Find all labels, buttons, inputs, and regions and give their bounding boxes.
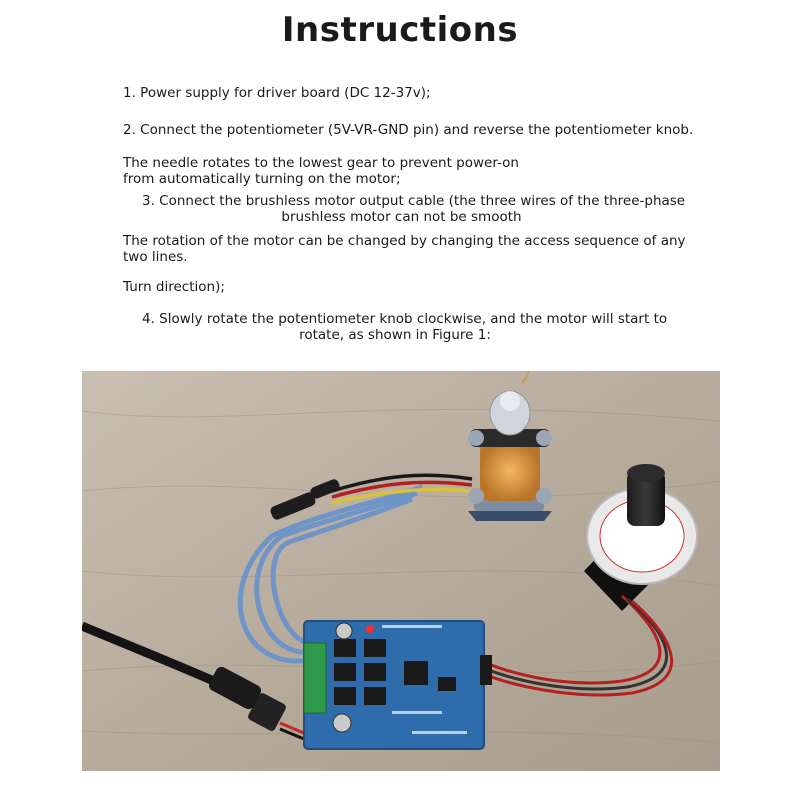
page-title: Instructions — [281, 10, 519, 50]
note-needle-line2: from automatically turning on the motor; — [123, 171, 401, 187]
step-3-line1: 3. Connect the brushless motor output cable (the three wires of the three-phase — [142, 193, 686, 209]
step-2: 2. Connect the potentiometer (5V-VR-GND pin) and reverse the potentiometer knob. — [123, 122, 694, 138]
figure-1-photo — [82, 371, 720, 771]
step-4-line1: 4. Slowly rotate the potentiometer knob clockwise, and the motor will start to — [142, 311, 668, 327]
note-direction: Turn direction); — [123, 279, 225, 295]
driver-board — [304, 621, 492, 749]
note-rotation-line1: The rotation of the motor can be changed by changing the access sequence of any — [123, 233, 686, 249]
step-3-line2: brushless motor can not be smooth — [281, 209, 522, 225]
note-rotation-line2: two lines. — [123, 249, 188, 265]
step-4-line2: rotate, as shown in Figure 1: — [299, 327, 491, 343]
note-needle-line1: The needle rotates to the lowest gear to prevent power-on — [123, 155, 519, 171]
step-1: 1. Power supply for driver board (DC 12-37v); — [123, 85, 431, 101]
